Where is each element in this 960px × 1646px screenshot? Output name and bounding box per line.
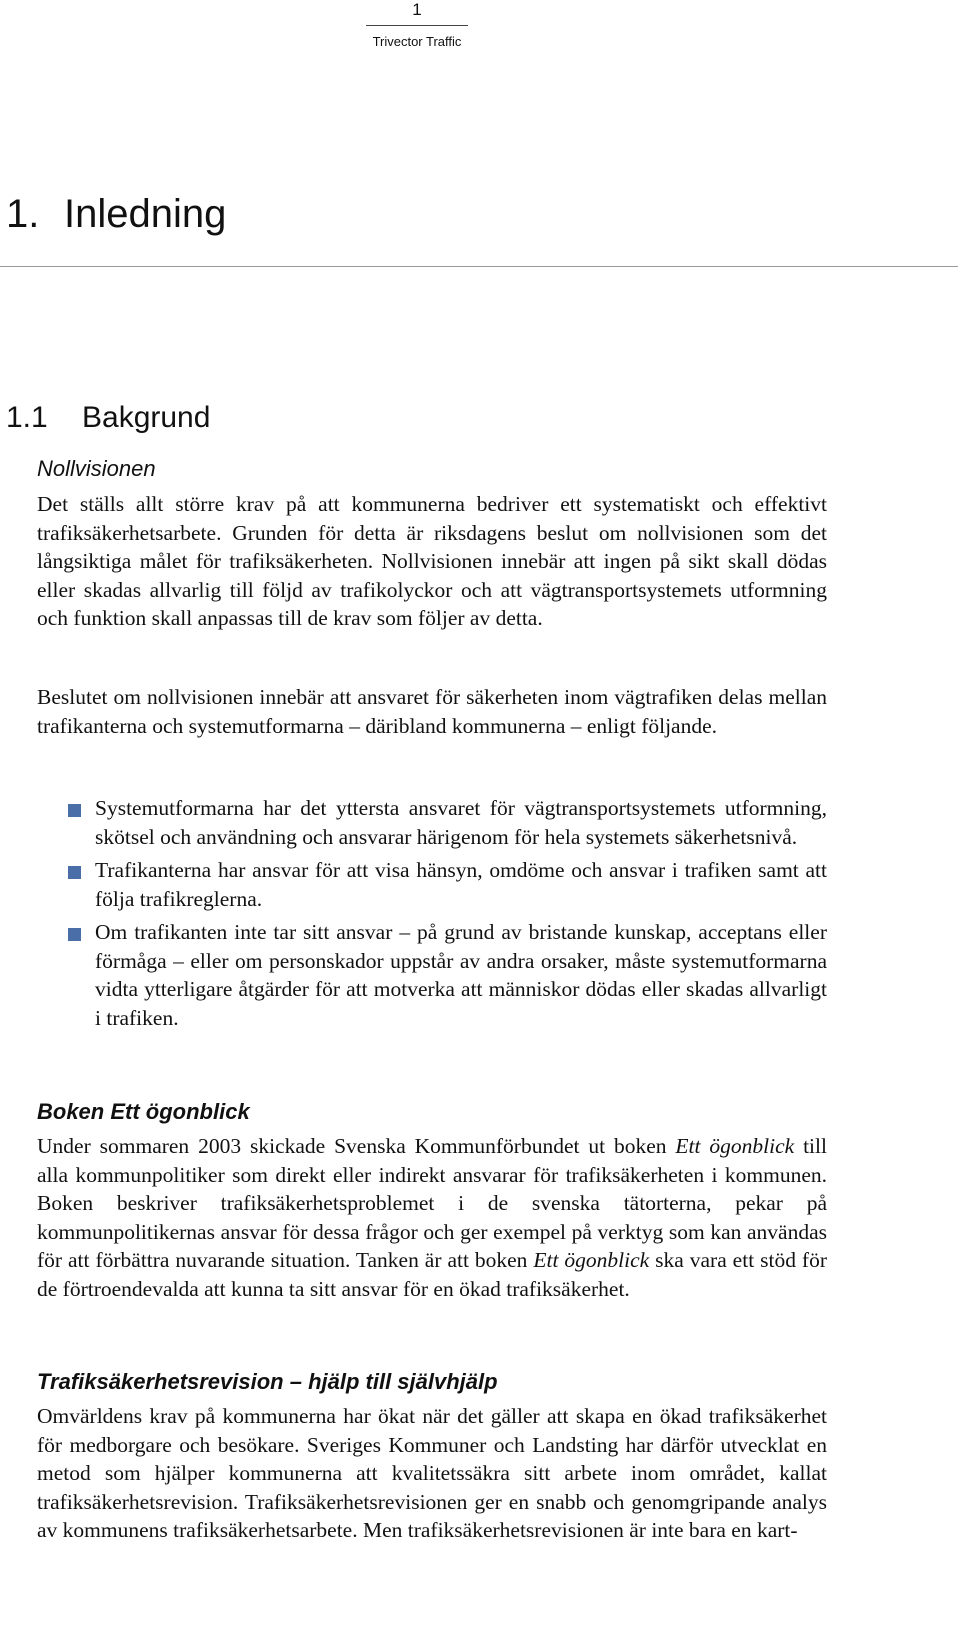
bullet-square-icon <box>68 866 81 879</box>
header-rule <box>366 25 468 26</box>
list-item-text: Systemutformarna har det yttersta ansvaret för vägtransportsystemets utformning, skötsel och användning och ansvarar härigenom för hela systemets säkerhetsnivå. <box>95 796 827 849</box>
revision-heading: Trafiksäkerhetsrevision – hjälp till självhjälp <box>37 1369 498 1394</box>
chapter-heading <box>6 190 226 238</box>
section-title: Bakgrund <box>82 401 211 434</box>
running-header: Trivector Traffic <box>372 34 462 49</box>
bullet-square-icon <box>68 804 81 817</box>
boken-text-1: Under sommaren 2003 skickade Svenska Kommunförbundet ut boken <box>37 1134 676 1158</box>
bullet-square-icon <box>68 928 81 941</box>
book-title: Ett ögonblick <box>675 1134 795 1158</box>
list-item-text: Om trafikanten inte tar sitt ansvar – på grund av bristande kunskap, acceptans eller förmåga – eller om personskador uppstår av andra orsaker, måste systemutformarna vidta ytterligare åtgärder för att motverka att människor dödas eller skadas allvarligt i trafiken. <box>95 920 827 1030</box>
nollvisionen-paragraph-2: Beslutet om nollvisionen innebär att ansvaret för säkerheten inom vägtrafiken delas mellan trafikanterna och systemutformarna – däribland kommunerna – enligt följande. <box>37 685 827 738</box>
boken-text-2: till alla kommunpolitiker som direkt eller indirekt ansvarar för trafiksäkerheten i kommunen. Boken beskriver trafiksäkerhetsproblemet i de svenska tätorterna, pekar på kommunpolitikernas ansvar för dessa frågor och ger exempel på verktyg som kan användas för att förbättra nuvarande situation. Tanken är att boken <box>37 1134 827 1272</box>
list-item-text: Trafikanterna har ansvar för att visa hänsyn, omdöme och ansvar i trafiken samt att följa trafikreglerna. <box>95 858 827 911</box>
nollvisionen-heading: Nollvisionen <box>37 456 156 481</box>
boken-heading: Boken Ett ögonblick <box>37 1099 250 1124</box>
list-item <box>37 918 827 1032</box>
chapter-title: Inledning <box>64 192 227 236</box>
list-item <box>37 856 827 913</box>
section-number: 1.1 <box>6 401 48 434</box>
boken-paragraph <box>37 1132 827 1303</box>
nollvisionen-paragraph-1: Det ställs allt större krav på att kommunerna bedriver ett systematiskt och effektivt trafiksäkerhetsarbete. Grunden för detta är riksdagens beslut om nollvisionen som det långsiktiga målet för trafiksäkerheten. Nollvisionen innebär att ingen på sikt skall dödas eller skadas allvarlig till följd av trafikolyckor och att vägtransportsystemets utformning och funktion skall anpassas till de krav som följer av detta. <box>37 492 827 630</box>
page-number: 1 <box>412 0 422 19</box>
boken-text-3: ska vara ett stöd för de förtroendevalda att kunna ta sitt ansvar för en ökad trafiksäkerhet. <box>37 1248 827 1301</box>
book-title: Ett ögonblick <box>533 1248 650 1272</box>
list-item <box>37 794 827 851</box>
revision-paragraph: Omvärldens krav på kommunerna har ökat när det gäller att skapa en ökad trafiksäkerhet för medborgare och besökare. Sveriges Kommuner och Landsting har därför utvecklat en metod som hjälper kommunerna att kvalitetssäkra sitt arbete inom området, kallat trafiksäkerhetsrevision. Trafiksäkerhetsrevisionen ger en snabb och genomgripande analys av kommunens trafiksäkerhetsarbete. Men trafiksäkerhetsrevisionen är inte bara en kart- <box>37 1404 827 1542</box>
section-heading <box>6 398 210 438</box>
responsibility-list <box>37 794 827 1037</box>
chapter-rule <box>0 266 958 267</box>
chapter-number: 1. <box>6 192 40 236</box>
